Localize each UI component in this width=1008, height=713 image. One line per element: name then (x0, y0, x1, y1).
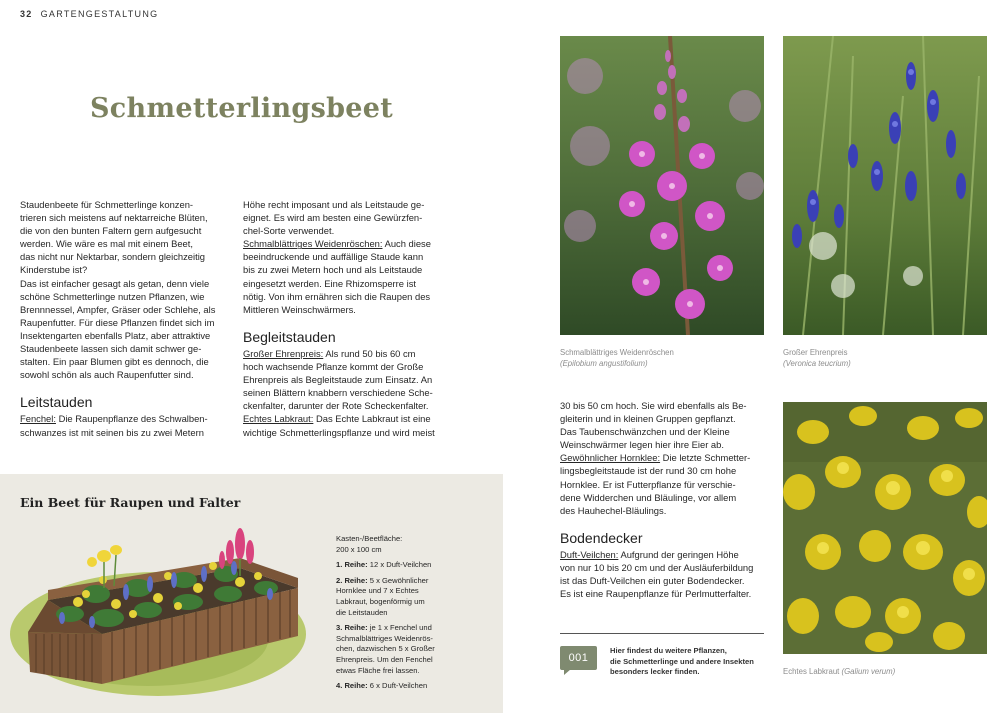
veilchen-paragraph (560, 548, 775, 600)
veilchen-label: Duft-Veilchen: (560, 548, 619, 560)
caption-name: Echtes Labkraut (783, 667, 842, 676)
raised-bed-illustration (8, 522, 328, 712)
caption-ehrenpreis (783, 348, 987, 369)
legend-row-text: 5 x Gewöhnlicher Hornklee und 7 x Echtes Labkraut, bogenförmig um die Leitstauden (336, 575, 429, 617)
labkraut-label: Echtes Labkraut: (243, 413, 314, 425)
bed-legend (336, 534, 506, 697)
ehrenpreis-label: Großer Ehrenpreis: (243, 347, 324, 359)
caption-name: Schmalblättriges Weidenröschen (560, 348, 674, 357)
legend-row (336, 576, 506, 618)
page-title: Schmetterlingsbeet (90, 93, 393, 124)
column-left (20, 198, 235, 439)
weidenroeschen-label: Schmalblättriges Weidenröschen: (243, 238, 383, 250)
caption-name: Großer Ehrenpreis (783, 348, 848, 357)
running-header (20, 9, 158, 19)
fenchel-label: Fenchel: (20, 413, 56, 425)
labkraut-text: Das Echte Labkraut ist eine wichtige Schmetterlingspflanze und wird meist (243, 413, 435, 438)
panel-title: Ein Beet für Raupen und Falter (20, 495, 241, 510)
column-right (560, 399, 775, 600)
hornklee-text: Die letzte Schmetter- lingsbegleitstaude ist der rund 30 cm hohe Hornklee. Er ist Futterpflanze für verschie- dene Widderchen und Bläulinge, vor allem des Hauhechel-Bläulings. (560, 452, 751, 516)
caption-weidenroeschen (560, 348, 764, 369)
ehrenpreis-paragraph (243, 347, 458, 412)
legend-row-label: 3. Reihe: (336, 623, 368, 633)
hint-divider (560, 633, 764, 634)
photo-ehrenpreis (783, 36, 987, 335)
legend-row-text: je 1 x Fenchel und Schmalblättriges Weidenrös- chen, dazwischen 5 x Großer Ehrenpreis. Um den Fenchel etwas Fläche frei lassen. (336, 623, 435, 675)
fenchel-continued: Höhe recht imposant und als Leitstaude ge- eignet. Es wird am besten eine Gewürzfen- chel-Sorte verwendet. (243, 199, 425, 237)
intro-paragraph: Staudenbeete für Schmetterlinge konzen- trieren sich meistens auf nektarreiche Blüten, die von den bunten Faltern gern aufgesucht werden. Wie wäre es mal mit einem Beet, das nicht nur Nektarbar, sondern gleichzeitig Kinderstube ist? Das ist einfacher gesagt als getan, denn viele schöne Schmetterlinge nutzen Pflanzen, wie Brennnessel, Ampfer, Gräser oder Schlehe, als Raupenfutter. Für diese Pflanzen findet sich im Insektengarten ebenfalls Platz, aber attraktive Staudenbeete lassen sich damit schwer ge- stalten. Ein paar Blumen gibt es dennoch, die sowohl schön als auch Raupenfutter sind. (20, 199, 216, 381)
hint-text: Hier findest du weitere Pflanzen, die Schmetterlinge und andere Insekten besonders lecker finden. (610, 646, 754, 677)
photo-labkraut (783, 402, 987, 654)
column-middle (243, 198, 458, 439)
labkraut-continued: 30 bis 50 cm hoch. Sie wird ebenfalls als Be- gleiterin und in kleinen Gruppen gepflanzt. Das Taubenschwänzchen und der Kleine Weinschwärmer legen hier ihre Eier ab. (560, 400, 747, 451)
hornklee-label: Gewöhnlicher Hornklee: (560, 452, 661, 464)
legend-row-label: 4. Reihe: (336, 681, 368, 691)
section-name: GARTENGESTALTUNG (40, 9, 159, 19)
legend-row (336, 623, 506, 676)
legend-row-label: 2. Reihe: (336, 575, 368, 585)
fenchel-text: Die Raupenpflanze des Schwalben- schwanzes ist mit seinen bis zu zwei Metern (20, 413, 208, 438)
heading-bodendecker: Bodendecker (560, 529, 643, 546)
caption-latin: (Galium verum) (841, 667, 896, 676)
legend-row (336, 560, 506, 571)
labkraut-paragraph (243, 412, 458, 438)
legend-row-text: 6 x Duft-Veilchen (367, 681, 428, 691)
legend-row-label: 1. Reihe: (336, 560, 368, 570)
caption-latin: (Veronica teucrium) (783, 358, 851, 368)
caption-labkraut (783, 667, 1003, 678)
page-number: 32 (20, 9, 33, 19)
caption-latin: (Epilobium angustifolium) (560, 358, 648, 368)
badge-tail (564, 669, 571, 675)
heading-leitstauden: Leitstauden (20, 394, 93, 411)
legend-heading: Kasten-/Beetfläche: 200 x 100 cm (336, 534, 403, 554)
legend-row (336, 681, 506, 692)
hint-number-badge: 001 (560, 646, 597, 670)
legend-row-text: 12 x Duft-Veilchen (367, 560, 432, 570)
photo-weidenroeschen (560, 36, 764, 335)
heading-begleitstauden: Begleitstauden (243, 328, 336, 345)
ehrenpreis-text: Als rund 50 bis 60 cm hoch wachsende Pflanze kommt der Große Ehrenpreis als Begleitstaude zum Einsatz. An seinen Blättern knabbern verschiedene Sche- ckenfalter, darunter der Rote Scheckenfalter. (243, 347, 433, 412)
veilchen-text: Aufgrund der geringen Höhe von nur 10 bis 20 cm und der Ausläuferbildung ist das Duft-Veilchen ein guter Bodendecker. Es ist eine Raupenpflanze für Perlmutterfalter. (560, 548, 754, 600)
weidenroeschen-text: Auch diese beeindruckende und auffällige Staude kann bis zu zwei Metern hoch und als Leitstaude eingesetzt werden. Eine Rhizomsperre ist nötig. Von ihm ernähren sich die Raupen des Mittleren Weinschwärmers. (243, 238, 431, 315)
fenchel-paragraph (20, 412, 235, 438)
weidenroeschen-paragraph (243, 237, 458, 316)
hornklee-paragraph (560, 451, 775, 516)
